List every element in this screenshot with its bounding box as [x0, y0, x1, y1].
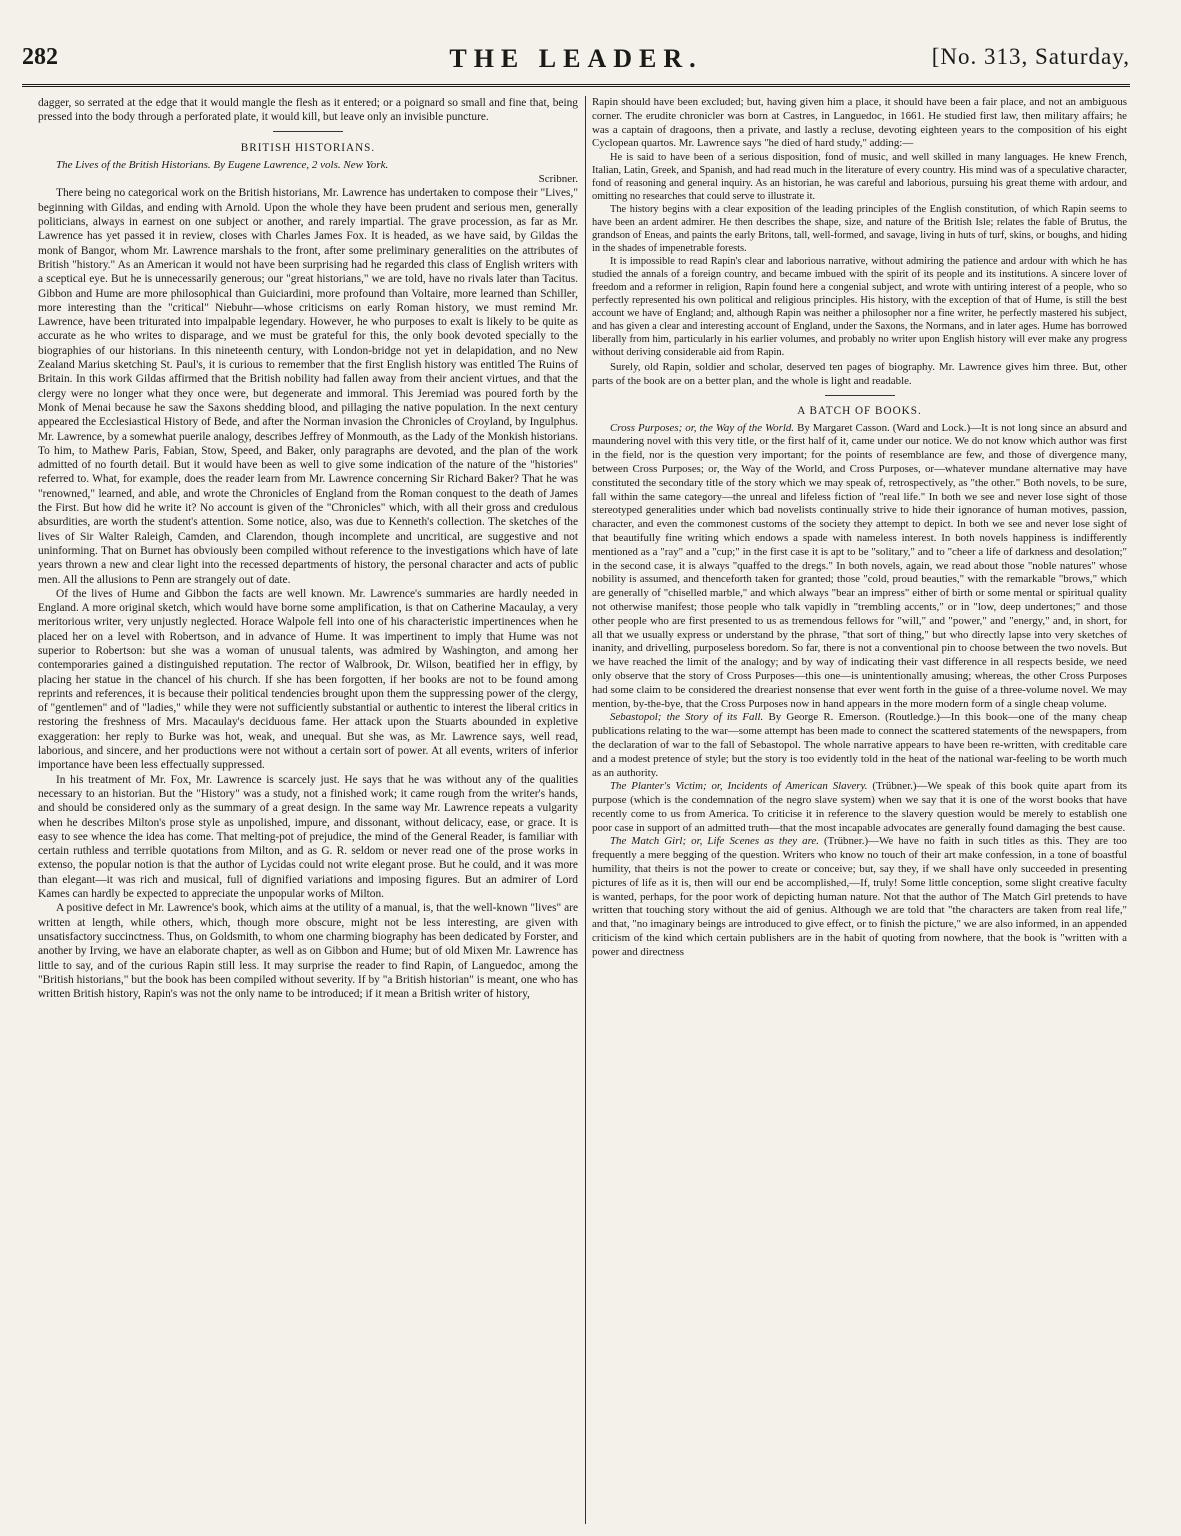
review-paragraph	[592, 835, 1127, 959]
issue-info: [No. 313, Saturday,	[931, 44, 1130, 69]
section-title-batch-of-books: A BATCH OF BOOKS.	[797, 404, 922, 417]
review-body: By George R. Emerson. (Routledge.)—In this book—one of the many cheap publications relating to the war—some attempt has been made to connect the scattered statements of the newspapers, from the declaration of war to the fall of Sebastopol. The whole narrative appears to have been re-written, with creditable care and a modest pretence of style; but the story is too evidently told in the heat of the national war-feeling to be worth much as an authority.	[592, 711, 1127, 779]
right-column	[592, 96, 1127, 960]
article-paragraph: Rapin should have been excluded; but, having given him a place, it should have been a fair place, and not an ambiguous corner. The erudite chronicler was born at Castres, in Languedoc, in 1661. He studied first law, then military affairs; he was a captain of dragoons, then a private, and lastly a recluse, devoting eighteen years to the composition of his eight Cyclopean quartos. Mr. Lawrence says "he died of hard study," adding:—	[592, 96, 1127, 150]
review-body: (Trübner.)—We speak of this book quite apart from its purpose (which is the condemnation of the negro slave system) when we say that it is one of the worst books that have recently come to us from America. To criticise it in reference to the slavery question would be merely to establish one poor case in support of an admitted truth—that the most incapable advocates are generally found damaging the best cause.	[592, 780, 1127, 834]
review-book-title: Cross Purposes; or, the Way of the World.	[610, 421, 795, 434]
review-book-title: The Match Girl; or, Life Scenes as they are.	[610, 835, 819, 848]
book-citation	[38, 158, 578, 172]
masthead	[22, 44, 1130, 82]
review-book-title: The Planter's Victim; or, Incidents of American Slavery.	[610, 780, 868, 793]
column-rule	[585, 96, 586, 1524]
citation-publisher: Scribner.	[538, 173, 578, 186]
page-number: 282	[22, 44, 58, 70]
review-paragraph	[592, 711, 1127, 780]
quotation-block	[592, 151, 1127, 359]
quote-paragraph: He is said to have been of a serious disposition, fond of music, and well skilled in many languages. He knew French, Italian, Latin, Greek, and Spanish, and had read much in the literature of every country. His mind was of a speculative character, fond of reasoning and general inquiry. As an historian, he was careful and laborious, pursuing his great theme with ardour, and omitting no researches that could serve to illustrate it.	[592, 152, 1127, 203]
quote-paragraph: It is impossible to read Rapin's clear and laborious narrative, without admiring the patience and ardour with which he has studied the annals of a foreign country, and became imbued with the spirit of its people and its institutions. A sincere lover of freedom and a reformer in religion, Rapin found here a congenial subject, and wrote with untiring interest of a people, who so perfectly represented his own political and religious principles. His history, with the exception of that of Hume, is still the best account we have of England; and, although Rapin was neither a philosopher nor a fine writer, he perfectly mastered his subject, and has given a clear and interesting account of England, under the Saxons, the Normans, and in later ages. Hume has borrowed liberally from him, particularly in his earlier volumes, and probably no writer upon English history will ever make any progress without deriving considerable aid from Rapin.	[592, 256, 1127, 359]
closing-paragraph: Surely, old Rapin, soldier and scholar, deserved ten pages of biography. Mr. Lawrence gives him three. But, other parts of the book are on a better plan, and the whole is light and readable.	[592, 361, 1127, 387]
quote-paragraph: The history begins with a clear exposition of the leading principles of the English constitution, of which Rapin seems to have been an ardent admirer. He then describes the shape, size, and nature of the British Isle; relates the fable of Brutus, the grandson of Eneas, and paints the early Britons, tall, well-formed, and savage, living in huts of turf, skins, or boughs, and hiding in the shades of impenetrable forests.	[592, 204, 1127, 255]
masthead-rule	[22, 84, 1130, 87]
section-divider	[825, 395, 895, 396]
review-body: By Margaret Casson. (Ward and Lock.)—It is not long since an absurd and maundering novel with this very title, or the first half of it, came under our notice. We do not know which author was first in the field, nor is the question very important; for the points of resemblance are few, and those of divergence many, between Cross Purposes; or, the Way of the World, and Cross Purposes, or—whatever mundane alternative may have constituted the secondary title of the story which we may speak of, retrospectively, as "the other." Both novels, to be sure, fall within the same category—the unreal and lifeless fiction of "real life." In both we see and never lose sight of those stereotyped generalities under which bad novelists continually strive to hide their ignorance of human motives, passion, character, and even the commonest customs of the society they attempt to depict. In both we see and never lose sight of that beautifully fine writing which endows a spade with nameless interest. In both novels happiness is indifferently mentioned as a "ray" and a "cup;" in the first case it is apt to be "solitary," and to "cheer a life of darkness and desolation;" in the second case, it is always "quaffed to the dregs." In both novels, again, we read about those "noble natures" whose nobility is assumed, and thenceforth taken for granted; those "cold, proud beauties," with the remarkable "brows," which are generally of "chiselled marble," and which always "bear an impress" either of birth or some mental or spiritual quality not otherwise manifest; those people who talk vapidly in "trembling accents," or in "low, deep undertones;" and those other people who are first presented to us as tremendous fellows for "will," and "power," and "energy," and, in short, for all that we usually express or understand by the phrase, "that sort of thing," but who directly lapse into very sketches of inanity, and drivelling, purposeless boredom. So far, there is not a conventional pin to choose between the two novels. But we have reached the limit of the analogy; and by way of indicating their vast difference in all respects beside, we need only observe that the story of Cross Purposes—this one—is unintentionally amusing; whereas, the other Cross Purposes had some claim to be considered the dreariest nonsense that ever went forth in the guise of a three-volume novel. We may mention, by-the-bye, that the Cross Purposes now in hand appears in the more modern form of a single cheap volume.	[592, 421, 1127, 710]
left-column	[38, 96, 578, 1001]
review-body: (Trübner.)—We have no faith in such titles as this. They are too frequently a mere begging of the question. Writers who know no touch of their art make confession, in a tone of boastful humility, that theirs is not the power to create or conceive; but, say they, if we shall have only succeeded in presenting pictures of life as it is, then will our end be accomplished,—If, truly! Some little conception, some slight creative faculty is wanted, perhaps, for the poor work of depicting human nature. Not that the author of The Match Girl pretends to have written that touching story without the aid of genius. Although we are told that "the characters are taken from real life," and that, "no imaginary beings are introduced to give effect, or to finish the picture," we are also informed, in an appended criticism of the kind which certain publishers are in the habit of quoting from nowhere, that the book is "written with a power and directness	[592, 835, 1127, 958]
review-book-title: Sebastopol; the Story of its Fall.	[610, 711, 764, 724]
article-paragraph: Of the lives of Hume and Gibbon the facts are well known. Mr. Lawrence's summaries are hardly needed in England. A more original sketch, which would have borne some amplification, is that on Catherine Macaulay, a very meritorious writer, very unjustly neglected. Horace Walpole fell into one of his characteristic impertinences when he placed her on a level with Robertson, and in advance of Hume. It was impertinent to imply that Hume was not superior to Robertson: but she was a woman of unusual talents, was admired by Washington, and among her contemporaries gained a distinguished reputation. The rector of Walbrook, Dr. Wilson, beatified her in effigy, by placing her statue in the chancel of his church. If she has been forgotten, if her books are not to be found among reprints and references, it is because their political tendencies brought upon them the suppressing power of the clergy, of "gentlemen" and of "ladies," while they were not sufficiently substantial or authentic to interest the liberal critics in restoring the freshness of Mrs. Macaulay's deciduous fame. Her attack upon the Stuarts abounded in expletive exaggeration: her reply to Burke was hot, weak, and unequal. But she was, as Mr. Lawrence says, well read, laborious, and sincere, and her productions were not without a certain sort of power. At all events, writers of inferior importance have been less effectually suppressed.	[38, 587, 578, 772]
newspaper-title: THE LEADER.	[449, 44, 703, 73]
intro-paragraph: dagger, so serrated at the edge that it would mangle the flesh as it entered; or a poignard so small and fine that, being pressed into the body through a perforated plate, it would kill, but leave only an invisible puncture.	[38, 97, 578, 124]
article-paragraph: In his treatment of Mr. Fox, Mr. Lawrence is scarcely just. He says that he was without any of the qualities necessary to an historian. But the "History" was a study, not a finished work; it came rough from the writer's hands, and should be considered only as the summary of a great design. In the same way Mr. Lawrence repeats a vulgarity when he describes Milton's prose style as unpolished, impure, and dissonant, without delicacy, ease, or grace. It is easy to see whence the idea has come. That melting-pot of prejudice, the mind of the General Reader, is familiar with certain ruthless and terrible quotations from Milton, and as G. R. seldom or never read one of the prose works in extenso, the popular notion is that the author of Lycidas could not write elegant prose. But he could, and it was more than elegant—it was rich and musical, full of dignified variations and imposing figures. But an admirer of Lord Kames can hardly be expected to appreciate the unpopular works of Milton.	[38, 773, 578, 901]
article-paragraph: A positive defect in Mr. Lawrence's book, which aims at the utility of a manual, is, that the well-known "lives" are written at length, while others, which, though more obscure, might not be less interesting, are given with unsatisfactory succinctness. Thus, on Goldsmith, to whom one charming biography has been dedicated by Forster, and another by Irving, we have an elaborate chapter, as well as on Gibbon and Hume; but of old Mixen Mr. Lawrence has little to say, and of the curious Rapin still less. It may surprise the reader to find Rapin, of Languedoc, among the "British historians," but the book has been compiled without severity. If by "a British historian" is meant, one who has written British history, Rapin's was not the only name to be introduced; if it mean a British writer of history,	[38, 902, 578, 1001]
review-paragraph	[592, 780, 1127, 835]
section-title-british-historians: BRITISH HISTORIANS.	[240, 141, 376, 154]
citation-text: The Lives of the British Historians. By Eugene Lawrence, 2 vols. New York.	[56, 158, 389, 171]
review-paragraph	[592, 422, 1127, 712]
article-paragraph: There being no categorical work on the British historians, Mr. Lawrence has undertaken to compose their "Lives," beginning with Gildas, and ending with Arnold. Upon the whole they have been prudent and serious men, generally politicians, always in earnest on one subject or another, and rarely impartial. The grave procession, as far as Mr. Lawrence has yet passed it in review, closes with Charles James Fox. It is headed, as we have said, by Gildas the monk of Bangor, whom Mr. Lawrence marshals to the front, after some preliminary generalities on the attributes of British "history." As an American it would not have been surprising had he regarded this class of English writers with a sceptical eye. But he is unnecessarily generous; our "great historians," we are told, have no rivals later than Tacitus. Gibbon and Hume are more philosophical than Guiciardini, more profound than Voltaire, more learned than Schiller, more interesting than the "critical" Niebuhr—whose criticisms on early Roman history, we must remind Mr. Lawrence, have been triturated into impalpable legendary. However, he who purposes to exalt is likely to be quite as accurate as he who writes to disparage, and we must be grateful for this, the only book devoted specially to the biographies of our historians. In this nineteenth century, with London-bridge not yet in delapidation, and no New Zealand Marius sketching St. Paul's, it is curious to remember that the first English history was entitled The Ruins of Britain. In this work Gildas affirmed that the British nobility had fallen away from their ancient virtues, and that the clergy were no longer what they once were, but degenerate and immoral. This Jeremiad was poured forth by the Monk of Menai because he saw the Saxons shedding blood, and pillaging the native population. In the next century appeared the Ecclesiastical History of Bede, and after the Norman invasion the Chronicles of Croyland, by Ingulphus. Mr. Lawrence, by a somewhat puerile analogy, describes Jeffrey of Monmouth, as the Lady of the Monkish historians. To him, to Mathew Paris, Fabian, Stow, Speed, and Baker, only paragraphs are devoted, and the plan of the work admitted of no fourth detail. But it would have been as well to give some indication of the nature of the "histories" referred to. What, for example, does the reader learn from Mr. Lawrence concerning Sir Richard Baker? That he was "renowned," learned, and able, and wrote the Chronicles of England from the Roman conquest to the death of James the First. But how did he write it? No account is given of the "Chronicles" which, with all their gross and credulous absurdities, are worth the student's attention. Some notice, also, was due to Kenneth's collection. The sketches of the lives of Sir Walter Raleigh, Camden, and Clarendon, though incomplete and uncritical, are suggestive and not uninforming. That on Burnet has obviously been compiled without reference to the investigations which have of late years thrown a new and clear light into the recessed departments of history, the personal character and acts of public men. All the allusions to Penn are strangely out of date.	[38, 187, 578, 586]
section-divider	[273, 131, 343, 132]
